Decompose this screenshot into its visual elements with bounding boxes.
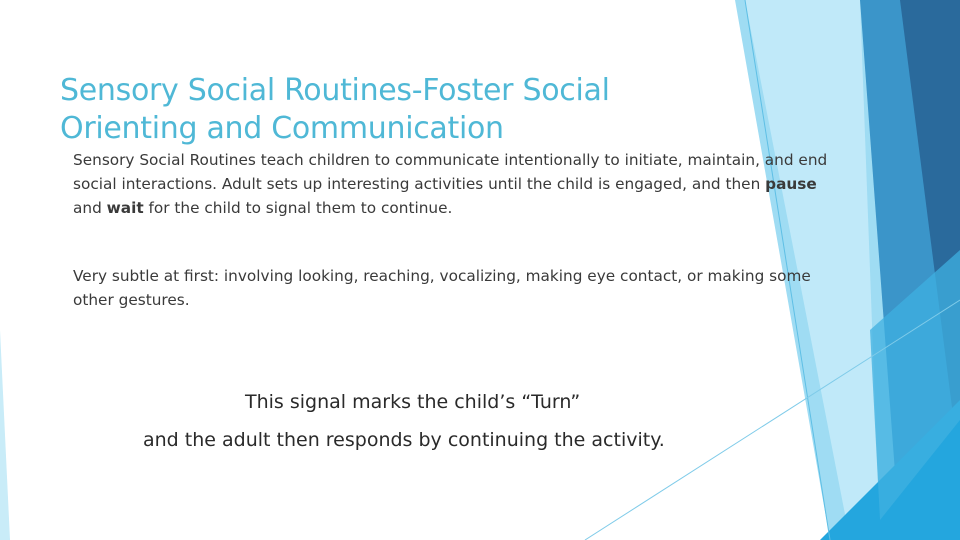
left-edge-shape (0, 330, 10, 540)
paragraph1-text-b: and (73, 199, 107, 217)
title-line-1: Sensory Social Routines-Foster Social (60, 73, 610, 109)
body-paragraph-2: Very subtle at first: involving looking, reaching, vocalizing, making eye contact, or making some other gestures. (73, 267, 811, 309)
wait-emphasis: wait (106, 199, 144, 217)
pause-emphasis: pause (765, 175, 817, 193)
title-line-2: Orienting and Communication (60, 111, 504, 147)
callout-line-2: and the adult then responds by continuing the activity. (143, 429, 665, 451)
paragraph1-text-c: for the child to signal them to continue. (143, 199, 453, 217)
body-paragraph-1 (73, 148, 843, 220)
paragraph1-text-a: Sensory Social Routines teach children to communicate intentionally to initiate, maintain, and end social interactions. Adult sets up interesting activities until the child is engaged, and then (73, 151, 828, 193)
slide-title (60, 72, 760, 148)
callout-line-1: This signal marks the child’s “Turn” (245, 391, 581, 413)
